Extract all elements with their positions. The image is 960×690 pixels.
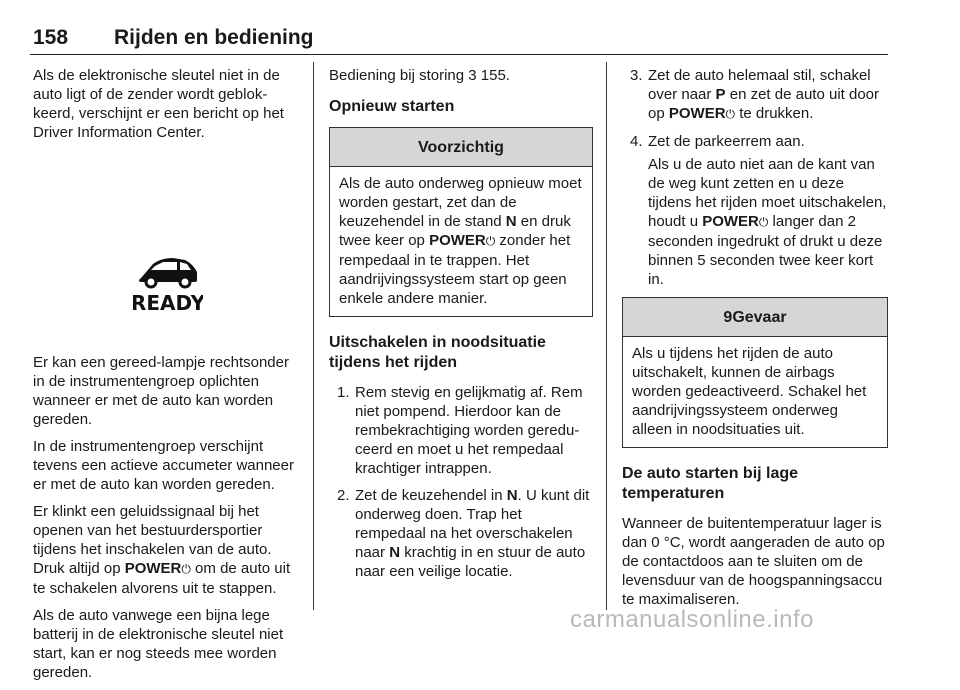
list-item: 2. Zet de keuzehendel in N. U kunt dit onderweg doen. Trap het rempedaal na het overschakelen naar N krachtig in en stuur de auto naar een veilige locatie. (337, 487, 590, 580)
column-divider (313, 62, 314, 610)
ready-car-icon (133, 254, 203, 314)
column-middle (329, 66, 593, 589)
paragraph: Wanneer de buitentemperatuur lager is dan 0 °C, wordt aangeraden de auto op de contactdoos aan te sluiten om de levensduur van de hoogspanningsaccu te maximaliseren. (622, 515, 885, 608)
list-item: 1. Rem stevig en gelijkmatig af. Rem niet pompend. Hierdoor kan de rembekrachtiging worden gereduceerd en moet u het rempedaal krachtiger intrappen. (337, 384, 583, 477)
warning-title: 9Gevaar (623, 298, 887, 337)
list-item-subtext: Als u de auto niet aan de kant van de weg kunt zetten en u deze tijdens het rijden moet uitschakelen, houdt u POWER⏻ langer dan 2 seconden ingedrukt of drukt u deze binnen 5 seconden twee keer kort in. (648, 156, 887, 288)
power-icon: ⏻ (725, 107, 736, 121)
caution-text: Als de auto onderweg opnieuw moet worden gestart, zet dan de keuzehendel in de stand N en druk twee keer op POWER⏻ zonder het rempedaal in te trappen. Het aandrijvingssysteem start op geen enkele andere manier. (339, 175, 582, 307)
page-number: 158 (33, 26, 69, 49)
column-left (33, 66, 301, 690)
section-heading: Opnieuw starten (329, 98, 455, 115)
warning-text: Als u tijdens het rijden de auto uitschakelt, kunnen de airbags worden gedeactiveerd. Schakel het aandrijvingssysteem onderweg alleen in noodsituaties uit. (632, 345, 867, 438)
paragraph: Als de auto vanwege een bijna lege batterij in de elektronische sleutel niet start, kan er nog steeds mee worden gereden. (33, 607, 284, 681)
power-icon: ⏻ (485, 234, 496, 248)
paragraph: Er klinkt een geluidssignaal bij het openen van het bestuurdersportier tijdens het inschakelen van de auto. Druk altijd op POWER⏻ om de auto uit te schakelen alvorens uit te stappen. (33, 503, 291, 597)
paragraph: Bediening bij storing 3 155. (329, 67, 510, 84)
power-icon: ⏻ (758, 215, 769, 229)
watermark: carmanualsonline.info (570, 606, 814, 633)
numbered-list (329, 383, 593, 581)
warning-box (622, 297, 888, 448)
section-heading: Uitschakelen in noodsituatie tijdens het rijden (329, 334, 546, 371)
paragraph: Er kan een gereed-lampje rechtsonder in de instrumentengroep oplichten wanneer er met de auto kan worden gereden. (33, 354, 289, 428)
power-icon: ⏻ (181, 562, 191, 576)
column-right (622, 66, 888, 617)
caution-box (329, 127, 593, 317)
list-item: 4. Zet de parkeerrem aan. Als u de auto niet aan de kant van de weg kunt zetten en u deze tijdens het rijden moet uitschakelen, houdt u POWER⏻ langer dan 2 seconden ingedrukt of drukt u deze binnen 5 seconden twee keer kort in. (630, 133, 887, 288)
paragraph: Als de elektronische sleutel niet in de auto ligt of de zender wordt geblokkeerd, verschijnt er een bericht op het Driver Information Center. (33, 67, 284, 141)
numbered-list (622, 66, 888, 289)
column-divider (606, 62, 607, 610)
ready-icon-label: READY (133, 291, 203, 314)
paragraph: In de instrumentengroep verschijnt tevens een actieve accumeter wanneer er met de auto kan worden gereden. (33, 438, 294, 493)
warning-triangle-icon: 9 (723, 309, 733, 326)
list-item: 3. Zet de auto helemaal stil, schakel over naar P en zet de auto uit door op POWER⏻ te drukken. (630, 67, 880, 122)
caution-title: Voorzichtig (330, 128, 592, 167)
page-header (30, 24, 888, 55)
section-heading: De auto starten bij lage temperaturen (622, 465, 799, 502)
page-title: Rijden en bediening (114, 26, 314, 49)
reference-arrow-icon: 3 (468, 67, 477, 84)
